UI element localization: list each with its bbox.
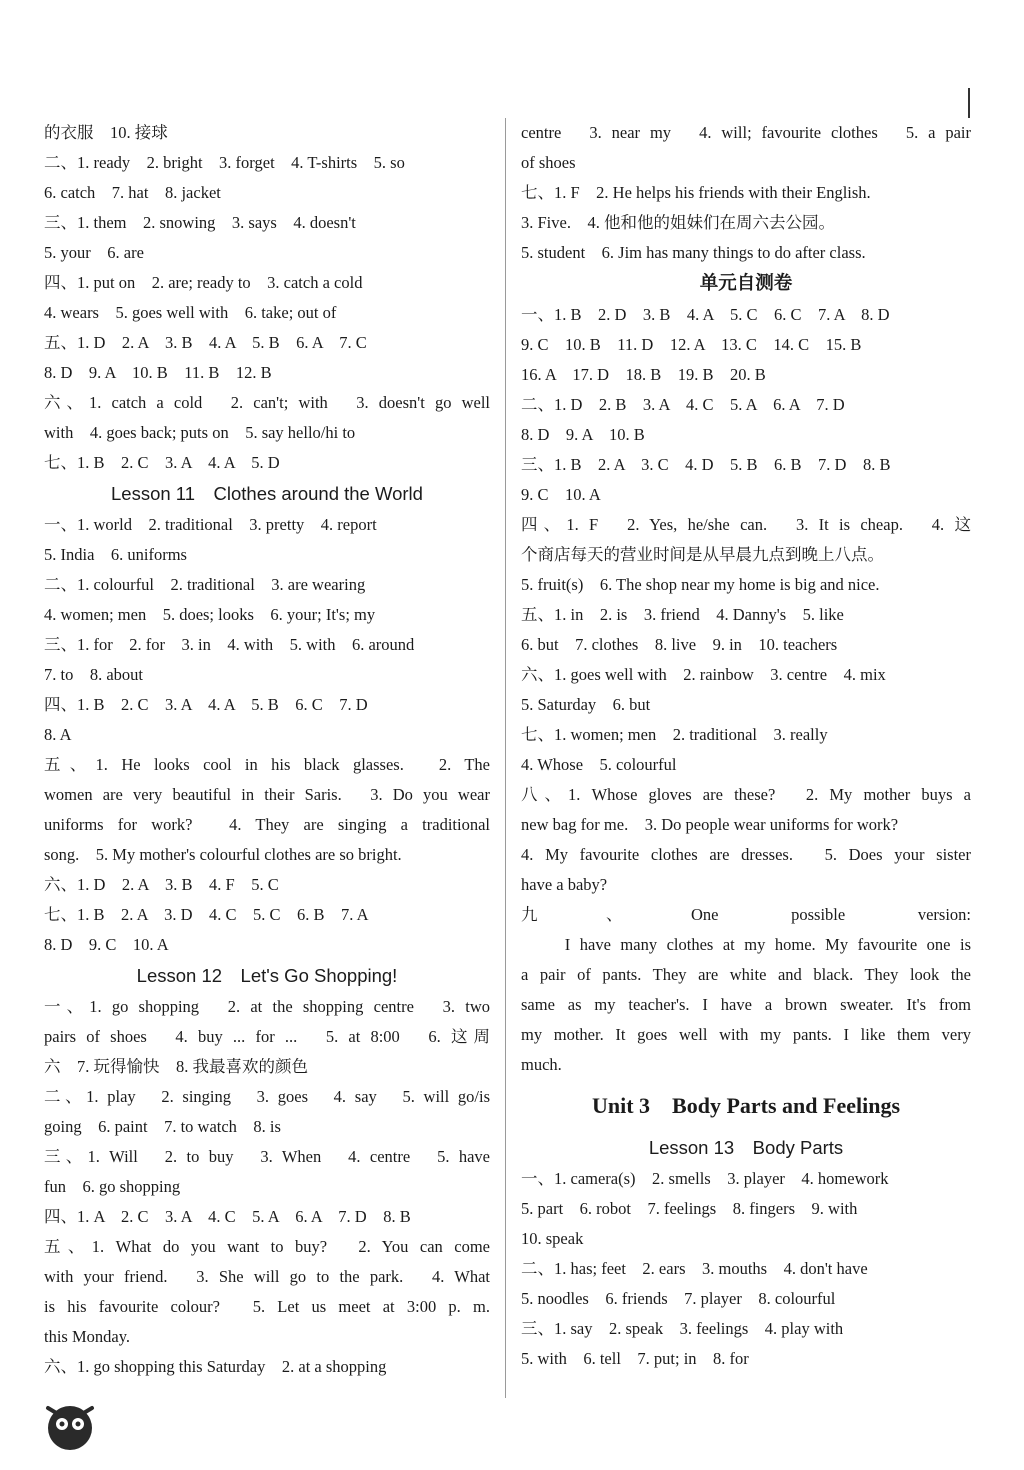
right-answer-line: have a baby?: [521, 875, 608, 894]
left-answer-line: 六 7. 玩得愉快 8. 我最喜欢的颜色: [44, 1057, 308, 1076]
right-answer-line: 九、One possible version:: [521, 905, 971, 924]
right-unit-heading: Unit 3 Body Parts and Feelings: [591, 1093, 901, 1118]
left-answer-line: women are very beautiful in their Saris. 3. Do you wear: [44, 785, 490, 804]
right-answer-line: a pair of pants. They are white and black. They look the: [521, 965, 971, 984]
left-answer-line: song. 5. My mother's colourful clothes are so bright.: [44, 845, 402, 864]
left-answer-line: going 6. paint 7. to watch 8. is: [44, 1117, 281, 1136]
left-answer-line: 5. India 6. uniforms: [44, 545, 187, 564]
left-answer-line: 的衣服 10. 接球: [44, 123, 168, 142]
right-answer-line: 8. D 9. A 10. B: [521, 425, 645, 444]
right-answer-line: 5. part 6. robot 7. feelings 8. fingers 9. with: [521, 1199, 858, 1218]
left-answer-line: 5. your 6. are: [44, 243, 144, 262]
right-answer-line: my mother. It goes well with my pants. I like them very: [521, 1025, 971, 1044]
left-answer-line: 三、1. them 2. snowing 3. says 4. doesn't: [44, 213, 356, 232]
right-answer-line: 七、1. women; men 2. traditional 3. really: [521, 725, 828, 744]
left-answer-line: 4. wears 5. goes well with 6. take; out of: [44, 303, 337, 322]
right-answer-line: 八、1. Whose gloves are these? 2. My mother buys a: [521, 785, 971, 804]
right-answer-line: 9. C 10. A: [521, 485, 601, 504]
right-answer-line: 六、1. goes well with 2. rainbow 3. centre 4. mix: [521, 665, 886, 684]
left-answer-line: is his favourite colour? 5. Let us meet at 3:00 p. m.: [44, 1297, 490, 1316]
right-answer-line: 五、1. in 2. is 3. friend 4. Danny's 5. like: [521, 605, 844, 624]
left-answer-line: 8. D 9. A 10. B 11. B 12. B: [44, 363, 272, 382]
right-answer-line: 三、1. B 2. A 3. C 4. D 5. B 6. B 7. D 8. B: [521, 455, 891, 474]
right-answer-line: 10. speak: [521, 1229, 584, 1248]
right-answer-line: 5. Saturday 6. but: [521, 695, 651, 714]
left-answer-line: 五、1. D 2. A 3. B 4. A 5. B 6. A 7. C: [44, 333, 367, 352]
left-answer-line: 五、1. What do you want to buy? 2. You can come: [44, 1237, 490, 1256]
margin-mark: [968, 88, 970, 118]
left-answer-line: 8. A: [44, 725, 72, 744]
right-answer-line: 5. student 6. Jim has many things to do after class.: [521, 243, 866, 262]
left-answer-line: with 4. goes back; puts on 5. say hello/hi to: [44, 423, 356, 442]
left-answer-line: this Monday.: [44, 1327, 131, 1346]
right-answer-line: centre 3. near my 4. will; favourite clothes 5. a pair: [521, 123, 971, 142]
left-answer-line: 四、1. put on 2. are; ready to 3. catch a cold: [44, 273, 363, 292]
right-answer-line: 5. noodles 6. friends 7. player 8. colourful: [521, 1289, 836, 1308]
right-answer-line: 16. A 17. D 18. B 19. B 20. B: [521, 365, 766, 384]
right-answer-line: 七、1. F 2. He helps his friends with their English.: [521, 183, 871, 202]
left-answer-line: 六、1. catch a cold 2. can't; with 3. doesn't go well: [44, 393, 490, 412]
corner-ornament-icon: [40, 1394, 100, 1454]
right-section-heading: 单元自测卷: [699, 274, 793, 294]
left-answer-line: fun 6. go shopping: [44, 1177, 181, 1196]
left-answer-line: 四、1. B 2. C 3. A 4. A 5. B 6. C 7. D: [44, 695, 368, 714]
left-answer-line: 6. catch 7. hat 8. jacket: [44, 183, 221, 202]
left-answer-line: 三、1. Will 2. to buy 3. When 4. centre 5. have: [44, 1147, 490, 1166]
right-answer-line: 5. with 6. tell 7. put; in 8. for: [521, 1349, 749, 1368]
left-answer-line: 一、1. world 2. traditional 3. pretty 4. report: [44, 515, 377, 534]
left-answer-line: 四、1. A 2. C 3. A 4. C 5. A 6. A 7. D 8. B: [44, 1207, 411, 1226]
right-column: [521, 118, 971, 1374]
right-answer-line: 个商店每天的营业时间是从早晨九点到晚上八点。: [521, 545, 884, 564]
left-answer-line: 8. D 9. C 10. A: [44, 935, 169, 954]
right-answer-line: 一、1. B 2. D 3. B 4. A 5. C 6. C 7. A 8. D: [521, 305, 890, 324]
left-answer-line: 三、1. for 2. for 3. in 4. with 5. with 6. around: [44, 635, 415, 654]
right-answer-line: 二、1. D 2. B 3. A 4. C 5. A 6. A 7. D: [521, 395, 845, 414]
right-answer-line: same as my teacher's. I have a brown sweater. It's from: [521, 995, 971, 1014]
left-answer-line: 七、1. B 2. C 3. A 4. A 5. D: [44, 453, 280, 472]
left-column: [44, 118, 490, 1382]
left-answer-line: 二、1. ready 2. bright 3. forget 4. T-shirts 5. so: [44, 153, 405, 172]
right-answer-line: much.: [521, 1055, 562, 1074]
right-answer-line: 三、1. say 2. speak 3. feelings 4. play with: [521, 1319, 844, 1338]
right-answer-line: 9. C 10. B 11. D 12. A 13. C 14. C 15. B: [521, 335, 862, 354]
left-answer-line: 六、1. go shopping this Saturday 2. at a shopping: [44, 1357, 387, 1376]
left-answer-line: uniforms for work? 4. They are singing a traditional: [44, 815, 490, 834]
left-answer-line: 二、1. play 2. singing 3. goes 4. say 5. will go/is: [44, 1087, 490, 1106]
right-answer-line: 6. but 7. clothes 8. live 9. in 10. teachers: [521, 635, 838, 654]
left-answer-line: 7. to 8. about: [44, 665, 143, 684]
left-answer-line: 七、1. B 2. A 3. D 4. C 5. C 6. B 7. A: [44, 905, 369, 924]
right-answer-line: 二、1. has; feet 2. ears 3. mouths 4. don't have: [521, 1259, 868, 1278]
right-answer-line: 5. fruit(s) 6. The shop near my home is big and nice.: [521, 575, 880, 594]
right-answer-line: 一、1. camera(s) 2. smells 3. player 4. homework: [521, 1169, 889, 1188]
right-answer-line: 4. My favourite clothes are dresses. 5. Does your sister: [521, 845, 971, 864]
right-answer-line: of shoes: [521, 153, 576, 172]
left-answer-line: pairs of shoes 4. buy ... for ... 5. at 8:00 6. 这周: [44, 1027, 490, 1046]
left-answer-line: 4. women; men 5. does; looks 6. your; It's; my: [44, 605, 376, 624]
left-section-heading: Lesson 11 Clothes around the World: [111, 483, 423, 504]
left-answer-line: 六、1. D 2. A 3. B 4. F 5. C: [44, 875, 279, 894]
right-section-heading: Lesson 13 Body Parts: [648, 1137, 844, 1158]
left-answer-line: 二、1. colourful 2. traditional 3. are wearing: [44, 575, 366, 594]
column-divider: [505, 118, 506, 1398]
right-answer-line: I have many clothes at my home. My favourite one is: [521, 935, 971, 954]
left-answer-line: 五、1. He looks cool in his black glasses. 2. The: [44, 755, 490, 774]
left-answer-line: 一、1. go shopping 2. at the shopping centre 3. two: [44, 997, 490, 1016]
right-answer-line: new bag for me. 3. Do people wear uniforms for work?: [521, 815, 899, 834]
right-answer-line: 四、1. F 2. Yes, he/she can. 3. It is cheap. 4. 这: [521, 515, 971, 534]
right-answer-line: 3. Five. 4. 他和他的姐妹们在周六去公园。: [521, 213, 835, 232]
left-answer-line: with your friend. 3. She will go to the park. 4. What: [44, 1267, 490, 1286]
right-answer-line: 4. Whose 5. colourful: [521, 755, 677, 774]
left-section-heading: Lesson 12 Let's Go Shopping!: [136, 965, 398, 986]
